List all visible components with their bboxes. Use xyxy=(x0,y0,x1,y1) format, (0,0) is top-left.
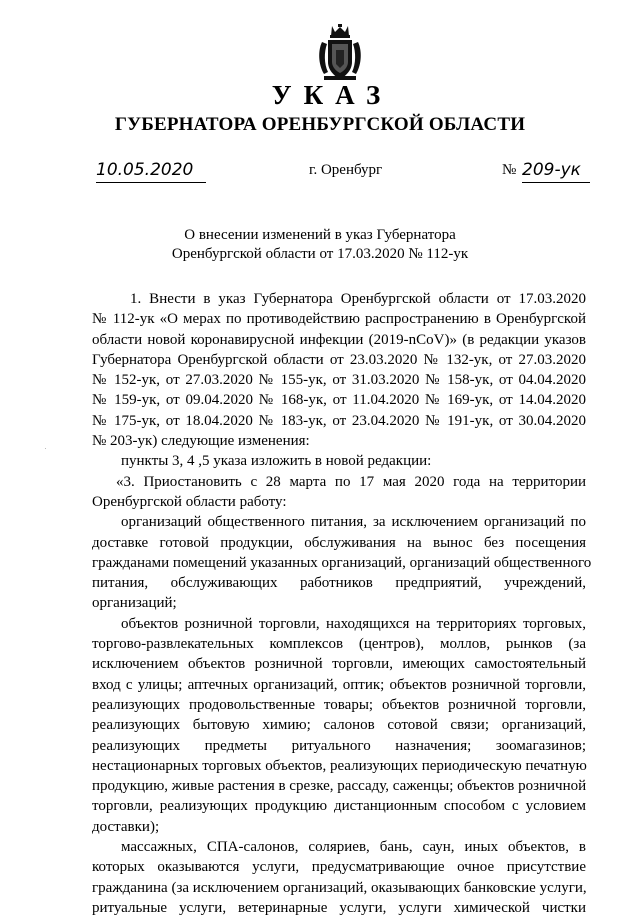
document-subtitle: ГУБЕРНАТОРА ОРЕНБУРГСКОЙ ОБЛАСТИ xyxy=(114,114,526,135)
coat-of-arms-emblem xyxy=(318,24,362,82)
body-line: гражданина (за исключением организаций, оказывающих банковские услуги, xyxy=(92,879,587,896)
body-line: исключением объектов розничной торговли, имеющих самостоятельный xyxy=(92,656,586,673)
body-line: пункты 3, 4 ,5 указа изложить в новой редакции: xyxy=(121,453,432,470)
body-line: реализующих продовольственные товары; объектов розничной торговли, xyxy=(92,696,586,713)
body-line: вход с улицы; аптечных организаций, оптик; объектов розничной торговли, xyxy=(92,676,586,693)
body-line: Оренбургской области работу: xyxy=(92,493,287,510)
body-line: организаций; xyxy=(92,595,177,612)
body-line: № 203-ук) следующие изменения: xyxy=(92,433,310,450)
body-line: реализующих бытовую химию; салонов сотовой связи; организаций, xyxy=(92,717,586,734)
document-meta-row xyxy=(96,160,596,190)
body-line: ритуальные услуги, ветеринарные услуги, услуги химической чистки xyxy=(92,899,586,916)
body-line: нестационарных торговых объектов, реализующих периодическую печатную xyxy=(92,757,587,774)
body-line: гражданами помещений указанных организаций, организаций общественного xyxy=(92,554,592,571)
margin-mark xyxy=(45,448,46,449)
body-line: «3. Приостановить с 28 марта по 17 мая 2020 года на территории xyxy=(116,473,586,490)
body-line: Губернатора Оренбургской области от 23.03.2020 № 132-ук, от 27.03.2020 xyxy=(92,351,586,368)
document-title: УКАЗ xyxy=(271,80,393,110)
body-line: организаций общественного питания, за исключением организаций по xyxy=(121,514,586,531)
body-line: № 152-ук, от 27.03.2020 № 155-ук, от 31.03.2020 № 158-ук, от 04.04.2020 xyxy=(92,372,586,389)
body-line: массажных, СПА-салонов, соляриев, бань, саун, иных объектов, в xyxy=(121,839,586,856)
body-line: продукцию, живые растения в срезке, рассаду, саженцы; объектов розничной xyxy=(92,778,587,795)
body-line: торгово-развлекательных комплексов (центров), моллов, рынков (за xyxy=(92,636,586,653)
body-line: объектов розничной торговли, находящихся на территориях торговых, xyxy=(121,615,586,632)
document-subject xyxy=(0,226,640,264)
body-line: области новой коронавирусной инфекции (2019-nCoV)» (в редакции указов xyxy=(92,331,586,348)
subject-line: Оренбургской области от 17.03.2020 № 112-ук xyxy=(171,246,469,262)
document-number-sign: № xyxy=(502,162,517,178)
body-line: торговли, реализующих продукцию дистанционным способом с условием xyxy=(92,798,586,815)
document-body xyxy=(92,289,592,918)
document-number: 209-ук xyxy=(522,160,590,183)
body-line: реализующих предметы ритуального назначения; зоомагазинов; xyxy=(92,737,586,754)
subject-line: О внесении изменений в указ Губернатора xyxy=(184,227,456,243)
document-city: г. Оренбург xyxy=(309,162,383,178)
body-line: 1. Внести в указ Губернатора Оренбургской области от 17.03.2020 xyxy=(130,291,586,307)
body-line: питания, обслуживающих работников предприятий, учреждений, xyxy=(92,575,586,592)
body-line: № 175-ук, от 18.04.2020 № 183-ук, от 23.04.2020 № 191-ук, от 30.04.2020 xyxy=(92,412,586,429)
body-line: № 159-ук, от 09.04.2020 № 168-ук, от 11.04.2020 № 169-ук, от 14.04.2020 xyxy=(92,392,586,409)
body-line: доставке готовой продукции, обслуживания на вынос без посещения xyxy=(92,534,586,551)
document-date: 10.05.2020 xyxy=(96,160,206,183)
body-line: доставки); xyxy=(92,818,160,835)
body-line: которых оказываются услуги, предусматривающие очное присутствие xyxy=(92,859,586,876)
body-line: № 112-ук «О мерах по противодействию распространению в Оренбургской xyxy=(92,311,586,328)
